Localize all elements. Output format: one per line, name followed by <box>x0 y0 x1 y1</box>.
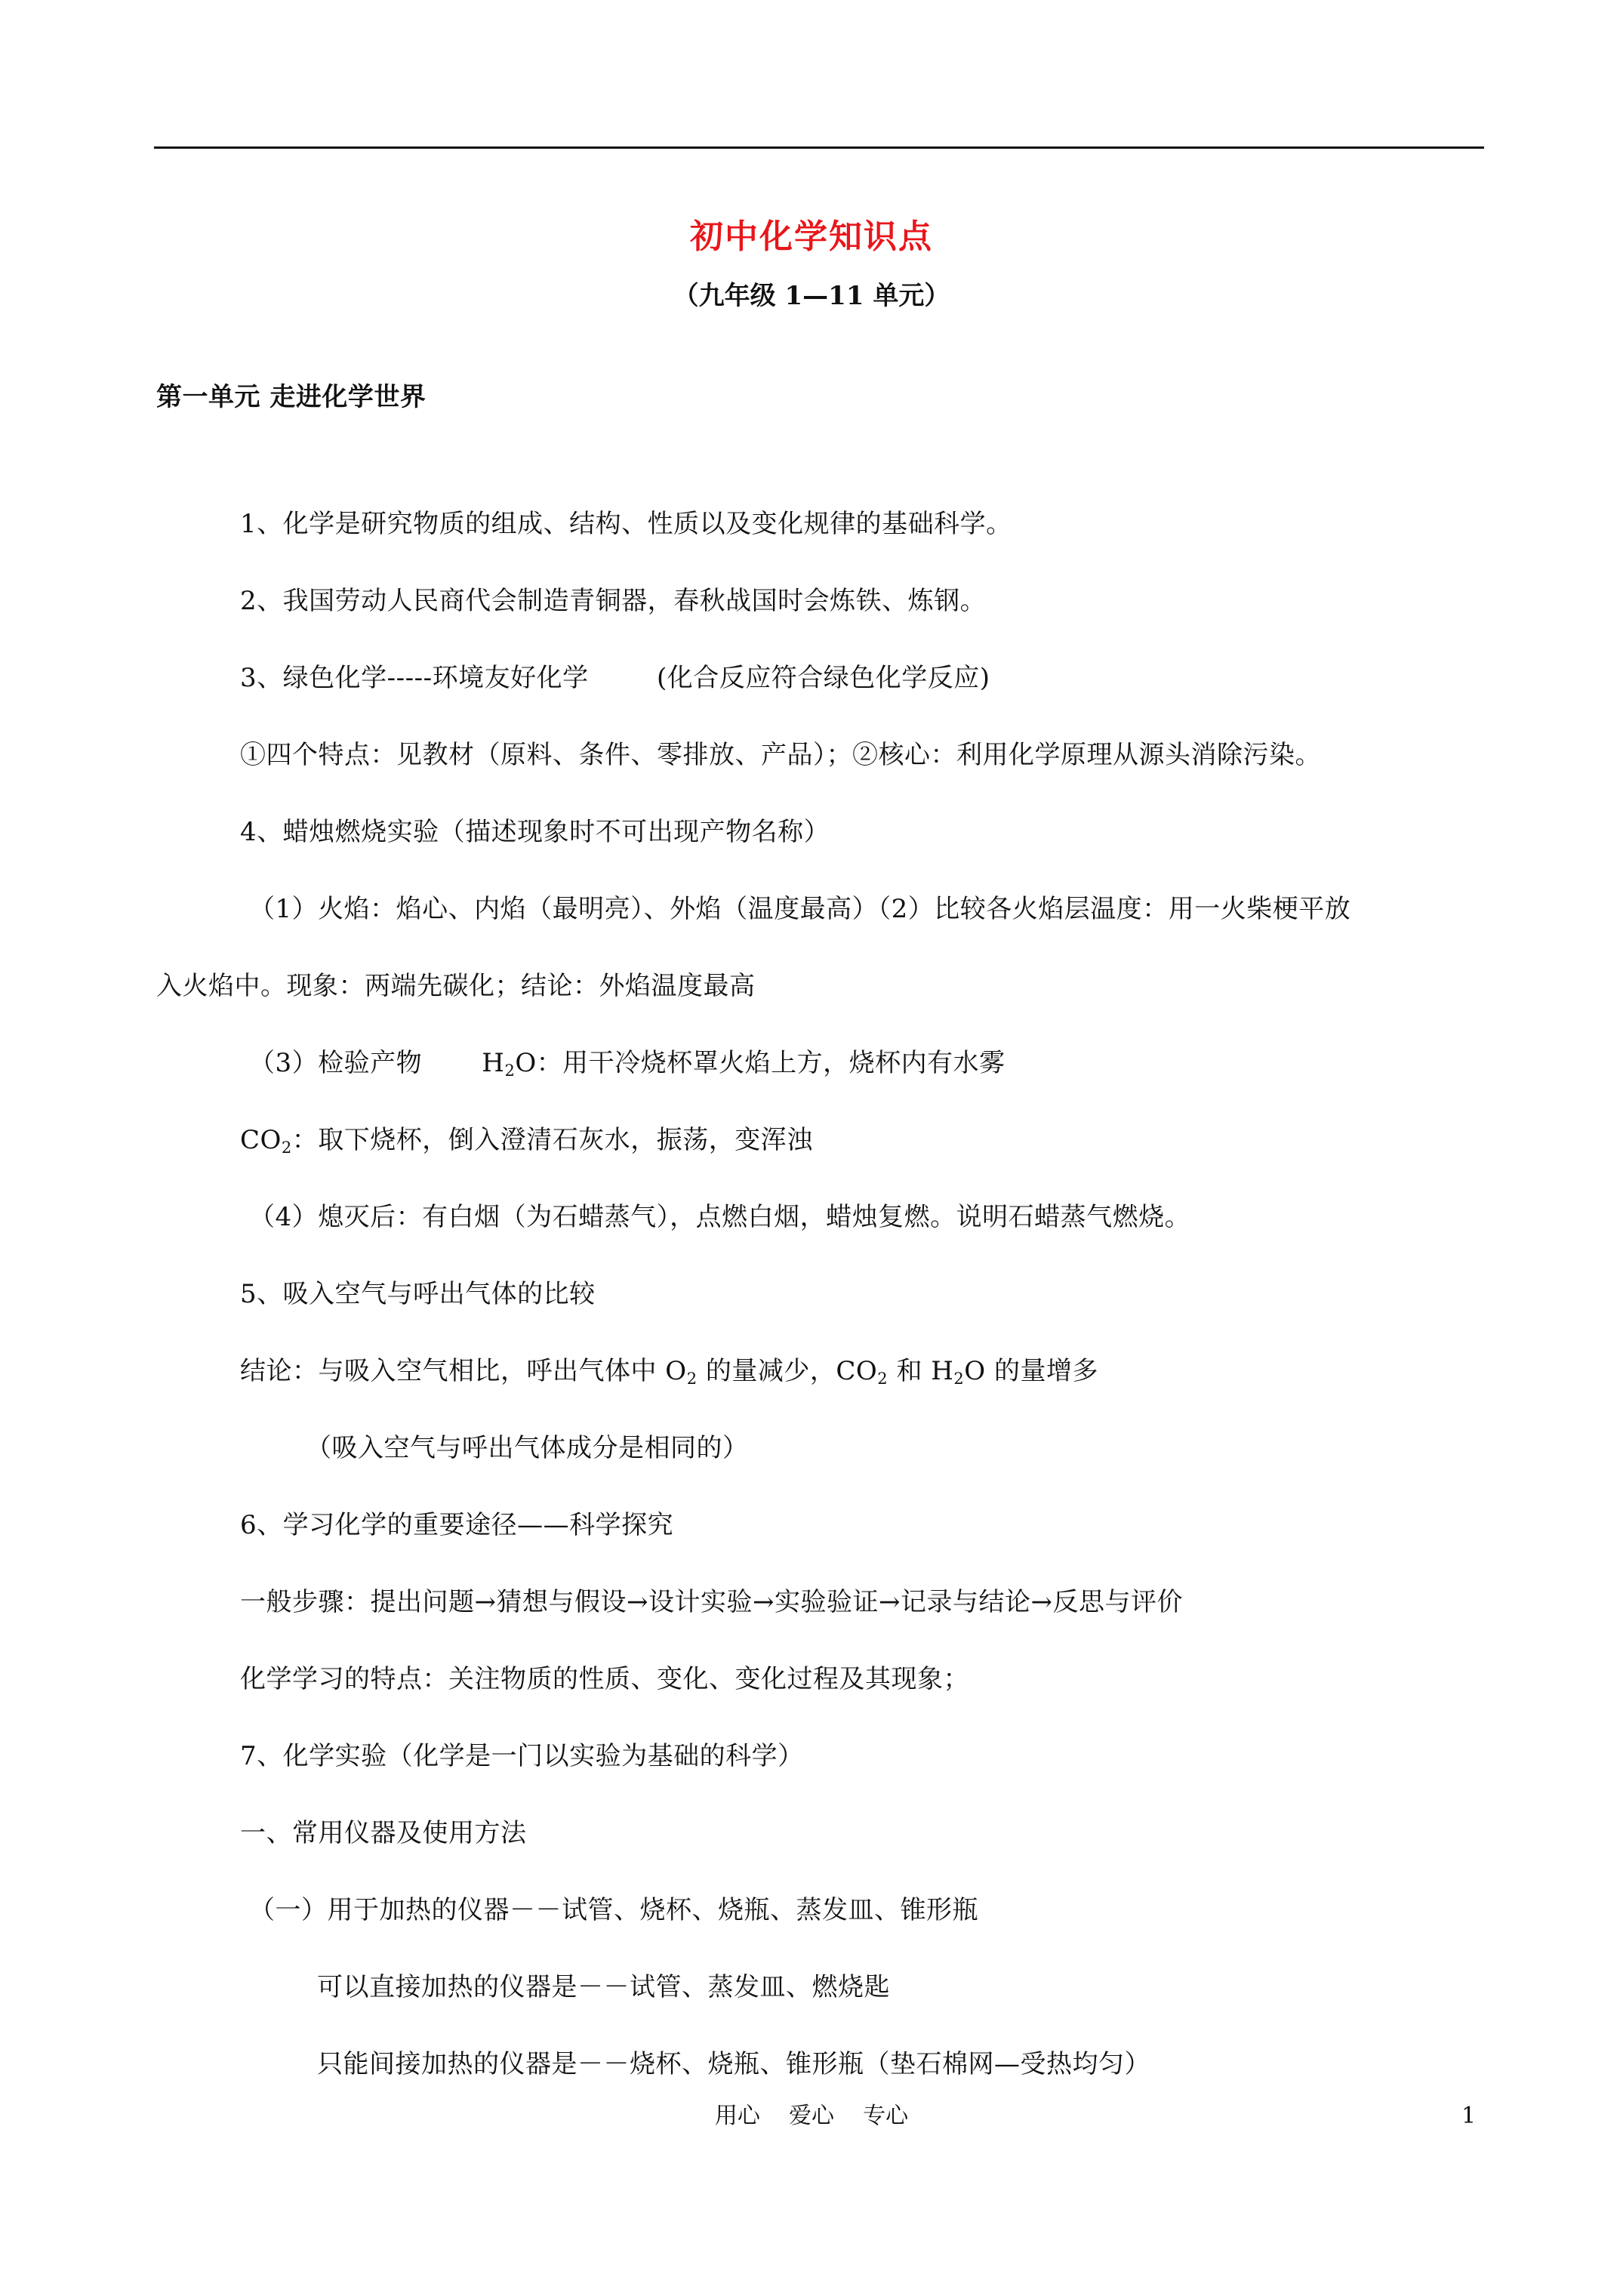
section-heading: 第一单元 走进化学世界 <box>156 382 427 412</box>
paragraph-line: 入火焰中。现象：两端先碳化；结论：外焰温度最高 <box>156 971 756 1001</box>
page-number: 1 <box>1461 2103 1477 2129</box>
document-title: 初中化学知识点 <box>690 217 933 256</box>
paragraph-line: （一）用于加热的仪器－－试管、烧杯、烧瓶、蒸发皿、锥形瓶 <box>249 1895 978 1925</box>
paragraph-line: 7、化学实验（化学是一门以实验为基础的科学） <box>240 1741 804 1771</box>
paragraph-line: 一、常用仪器及使用方法 <box>240 1818 527 1848</box>
paragraph-line: 可以直接加热的仪器是－－试管、蒸发皿、燃烧匙 <box>317 1972 890 2002</box>
document-subtitle: （九年级 1—11 单元） <box>673 281 950 311</box>
paragraph-line: （1）火焰：焰心、内焰（最明亮）、外焰（温度最高）（2）比较各火焰层温度：用一火柴梗平放 <box>249 894 1351 924</box>
header-rule <box>154 146 1484 149</box>
paragraph-line: （吸入空气与呼出气体成分是相同的） <box>306 1433 749 1463</box>
page-footer: 用心 爱心 专心 <box>714 2103 909 2129</box>
paragraph-line: （3）检验产物 $H_2O$：用干冷烧杯罩火焰上方，烧杯内有水雾 <box>249 1048 1006 1080</box>
paragraph-line: 5、吸入空气与呼出气体的比较 <box>240 1279 596 1309</box>
paragraph-line: 6、学习化学的重要途径——科学探究 <box>240 1510 674 1540</box>
paragraph-line: $CO_2$：取下烧杯，倒入澄清石灰水，振荡，变浑浊 <box>240 1125 813 1157</box>
paragraph-line: （4）熄灭后：有白烟（为石蜡蒸气），点燃白烟，蜡烛复燃。说明石蜡蒸气燃烧。 <box>249 1202 1191 1232</box>
paragraph-line: 一般步骤：提出问题→猜想与假设→设计实验→实验验证→记录与结论→反思与评价 <box>240 1587 1183 1617</box>
paragraph-line: 1、化学是研究物质的组成、结构、性质以及变化规律的基础科学。 <box>240 509 1012 539</box>
paragraph-line: 2、我国劳动人民商代会制造青铜器，春秋战国时会炼铁、炼钢。 <box>240 586 987 616</box>
paragraph-line: 4、蜡烛燃烧实验（描述现象时不可出现产物名称） <box>240 817 830 847</box>
paragraph-line: 化学学习的特点：关注物质的性质、变化、变化过程及其现象； <box>240 1664 969 1694</box>
paragraph-line: 结论：与吸入空气相比，呼出气体中 $O_2$ 的量减少，$CO_2$ 和 $H_2O$ 的量增多 <box>240 1356 1098 1388</box>
paragraph-line: ①四个特点：见教材（原料、条件、零排放、产品）；②核心：利用化学原理从源头消除污染。 <box>240 740 1321 770</box>
paragraph-line: 3、绿色化学-----环境友好化学 (化合反应符合绿色化学反应) <box>240 663 990 693</box>
paragraph-line: 只能间接加热的仪器是－－烧杯、烧瓶、锥形瓶（垫石棉网—受热均匀） <box>317 2049 1150 2079</box>
